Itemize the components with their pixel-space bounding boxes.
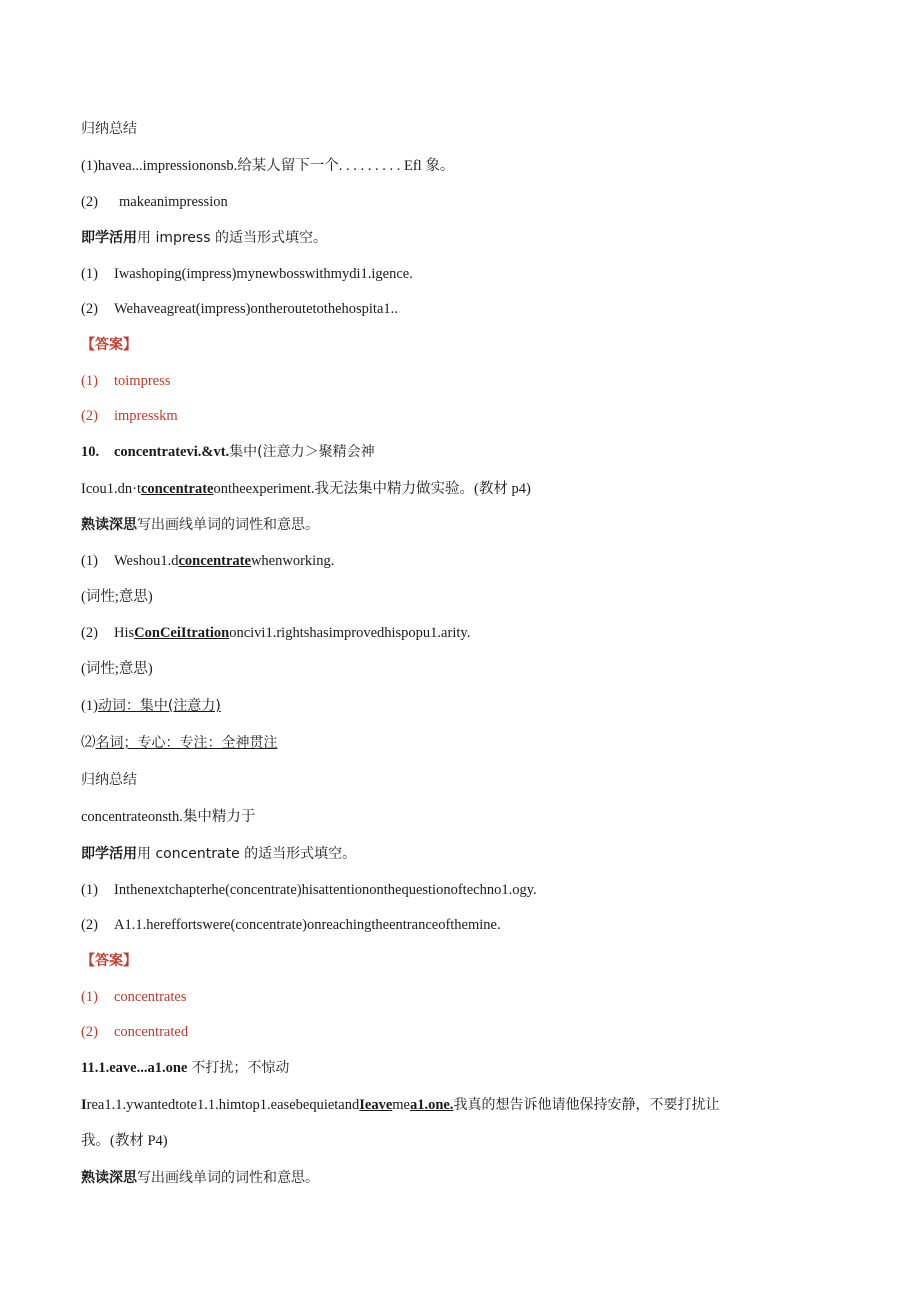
underlined-word: ConCeiItration [134, 625, 230, 641]
item-number: (2) [81, 917, 98, 933]
reading-text: 写出画线单词的词性和意思。 [137, 1170, 319, 1186]
answer-label [81, 335, 860, 355]
practice-question [81, 915, 860, 935]
answer-item [81, 371, 860, 391]
summary-heading: 归纳总结 [81, 121, 137, 137]
item-number: ⑵ [81, 735, 96, 751]
summary-line: concentrateonsth.集中精力于 [81, 809, 256, 825]
practice-question [81, 299, 860, 319]
practice-instruction [81, 228, 860, 248]
practice-question [81, 264, 860, 284]
answer-item [81, 1022, 860, 1042]
item-number: (1) [81, 882, 98, 898]
practice-instruction [81, 844, 860, 864]
reading-question [81, 551, 860, 571]
sentence-part: Weshou1.d [114, 553, 179, 569]
answer-text: 动词：集中(注意力) [97, 698, 221, 714]
reading-instruction [81, 1168, 860, 1188]
vocab-entry [81, 442, 860, 462]
sentence-part: ontheexperiment. [213, 481, 315, 497]
sentence-part: whenworking. [250, 553, 335, 569]
underlined-word: Ieave [359, 1097, 393, 1113]
answer-heading: 【答案】 [81, 337, 137, 353]
answer-text: toimpress [114, 373, 171, 389]
reading-label: 熟读深思 [81, 1170, 137, 1186]
sentence-part: I [81, 1097, 87, 1113]
question-text: A1.1.hereffortswere(concentrate)onreachingtheentranceofthemine. [114, 917, 501, 933]
underlined-word: concentrate [178, 553, 251, 569]
item-number: (1) [81, 989, 98, 1005]
answer-item [81, 406, 860, 426]
vocab-word: concentratevi.&vt. [114, 444, 230, 460]
example-sentence [81, 479, 860, 499]
sentence-part: me [392, 1097, 410, 1113]
answer-item [81, 987, 860, 1007]
item-number: (1) [81, 373, 98, 389]
item-number: (2) [81, 194, 98, 210]
practice-text: 用 concentrate 的适当形式填空。 [137, 846, 357, 862]
sentence-part: Icou1.dn·t [81, 481, 141, 497]
item-number: (2) [81, 625, 98, 641]
item-number: (1) [81, 553, 98, 569]
summary-text: makeanimpression [119, 194, 228, 210]
reading-question [81, 623, 860, 643]
practice-label: 即学活用 [81, 846, 137, 862]
sentence-translation: 我无法集中精力做实验。(教材 p4) [314, 481, 531, 497]
underlined-word: a1.one. [409, 1097, 454, 1113]
answer-hint: (词性;意思) [81, 589, 153, 605]
question-text: Iwashoping(impress)mynewbosswithmydi1.igence. [114, 266, 413, 282]
reading-instruction [81, 515, 860, 535]
practice-label: 即学活用 [81, 230, 137, 246]
question-text: Wehaveagreat(impress)ontheroutetothehospita1.. [114, 301, 398, 317]
item-number: (2) [81, 408, 98, 424]
practice-text: 用 impress 的适当形式填空。 [137, 230, 327, 246]
question-text: Inthenextchapterhe(concentrate)hisattentiononthequestionoftechno1.ogy. [114, 882, 537, 898]
answer-label [81, 951, 860, 971]
item-number: (2) [81, 301, 98, 317]
underlined-word: concentrate [141, 481, 214, 497]
item-number: (1) [81, 698, 98, 714]
answer-text: impresskm [114, 408, 178, 424]
item-number: (1) [81, 266, 98, 282]
item-number: (2) [81, 1024, 98, 1040]
reading-label: 熟读深思 [81, 517, 137, 533]
reading-answer [81, 733, 860, 753]
vocab-entry [81, 1058, 860, 1078]
example-sentence [81, 1095, 860, 1115]
answer-heading: 【答案】 [81, 953, 137, 969]
reading-text: 写出画线单词的词性和意思。 [137, 517, 319, 533]
reading-answer [81, 696, 860, 716]
answer-text: concentrates [114, 989, 187, 1005]
answer-text: 名词；专心：专注：全神贯注 [95, 735, 278, 751]
answer-hint: (词性;意思) [81, 661, 153, 677]
sentence-part: oncivi1.rightshasimprovedhispopu1.arity. [229, 625, 471, 641]
sentence-part: His [114, 625, 135, 641]
answer-text: concentrated [114, 1024, 189, 1040]
sentence-part: rea1.1.ywantedtote1.1.himtop1.easebequietand [86, 1097, 360, 1113]
sentence-translation: 我真的想告诉他请他保持安静，不要打扰让 [453, 1097, 720, 1113]
vocab-meaning: 集中(注意力＞聚精会神 [229, 444, 375, 460]
summary-line [81, 192, 860, 212]
practice-question [81, 880, 860, 900]
vocab-word: 11.1.eave...a1.one [81, 1060, 188, 1076]
item-number: 10. [81, 444, 100, 460]
summary-heading: 归纳总结 [81, 772, 137, 788]
vocab-meaning: 不打扰；不惊动 [191, 1060, 290, 1076]
summary-line: (1)havea...impressiononsb.给某人留下一个. . . . . . . . . Efl 象。 [81, 158, 455, 174]
sentence-translation-continued: 我。(教材 P4) [81, 1133, 168, 1149]
